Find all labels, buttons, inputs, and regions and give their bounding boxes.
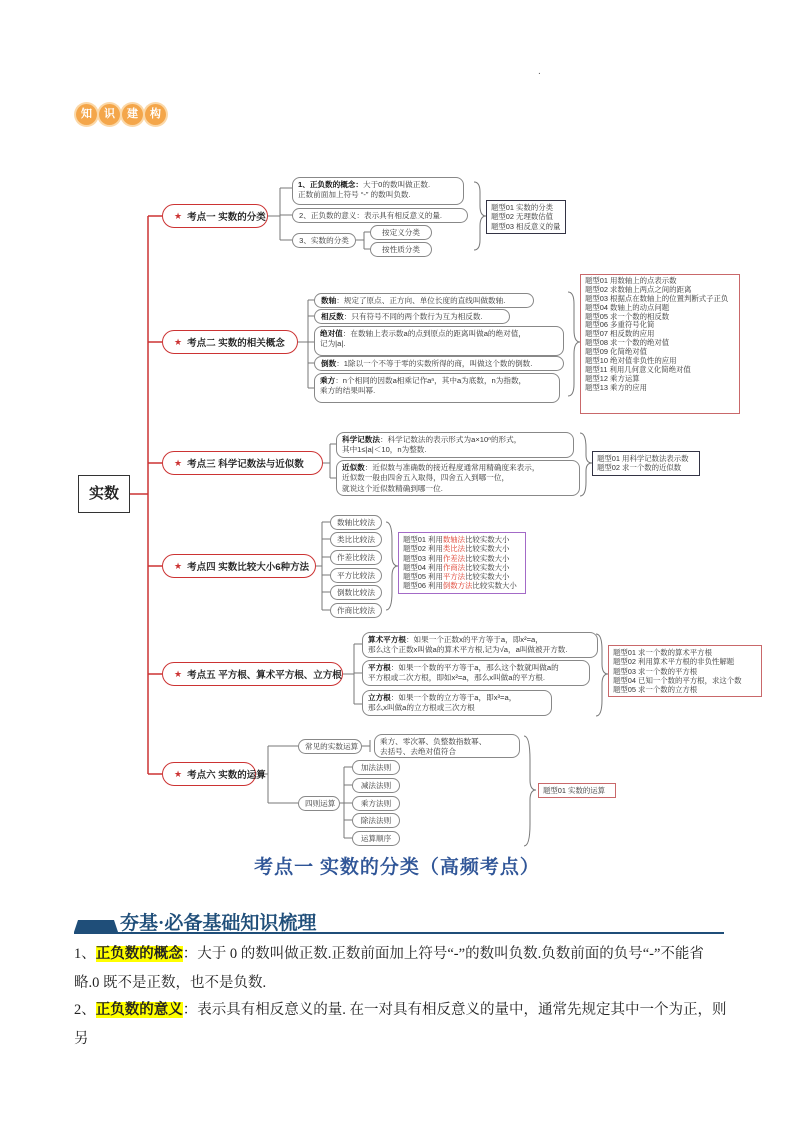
t5-arithmetic-root: [362, 632, 598, 658]
t5-t: ：如果一个数的平方等于a，那么这个数就叫做a的: [390, 663, 559, 672]
t5-square-root: [362, 660, 590, 686]
question-type: 题型01 利用数轴法比较实数大小: [403, 535, 510, 544]
question-type: 题型05 求一个数的相反数: [585, 311, 670, 321]
question-type: 题型08 求一个数的绝对值: [585, 338, 670, 348]
t2-t: ：只有符号不同的两个数行为互为相反数.: [343, 312, 483, 321]
topic-node-1[interactable]: [162, 204, 268, 228]
topic-node-5[interactable]: [162, 662, 343, 686]
t6-common-t2: 去括号、去绝对值符合: [380, 747, 456, 757]
topic-node-3[interactable]: [162, 451, 323, 475]
question-type: 题型04 已知一个数的平方根，求这个数: [613, 675, 742, 685]
question-type: 题型02 求一个数的近似数: [597, 463, 682, 473]
p2-text: ：表示具有相反意义的量. 在一对具有相反意义的量中，通常先规定其中一个为正，则另: [74, 1002, 727, 1047]
t6-common-t: 乘方、零次幂、负整数指数幂、: [380, 737, 487, 746]
question-type: 题型01 求一个数的算术平方根: [613, 648, 712, 657]
t3-scientific-notation: [336, 432, 574, 458]
question-type: 题型13 乘方的应用: [585, 382, 648, 392]
t2-opposite: [314, 309, 510, 324]
t5-k: 平方根: [368, 663, 391, 672]
t1-classify-box: 3、实数的分类: [292, 233, 356, 248]
question-type: 题型01 实数的分类: [491, 203, 554, 212]
topic-node-4[interactable]: [162, 554, 316, 578]
question-type: 题型06 多重符号化简: [585, 320, 655, 330]
section-bar-title: 夯基·必备基础知识梳理: [120, 913, 317, 934]
t2-power: [314, 373, 560, 403]
t5-k: 算术平方根: [368, 635, 406, 644]
t4-method: 作差比较法: [330, 550, 382, 565]
p1-text2: 略.0 既不是正数，也不是负数.: [74, 975, 267, 991]
topic-node-6[interactable]: [162, 762, 266, 786]
paragraph-2: [74, 996, 734, 1054]
question-type: 题型05 利用平方法比较实数大小: [403, 572, 510, 581]
t2-k: 相反数: [321, 312, 344, 321]
t5-t2: 那么这个正数x叫做a的算术平方根,记为√a，a叫做被开方数.: [368, 645, 568, 655]
t2-k: 倒数: [321, 359, 337, 368]
p1-key: 正负数的概念: [95, 946, 183, 962]
t4-method: 类比比较法: [330, 532, 382, 547]
question-type: 题型03 求一个数的平方根: [613, 666, 698, 676]
question-type: 题型02 利用类比法比较实数大小: [403, 544, 510, 554]
t3-question-types: [592, 451, 700, 476]
question-type: 题型05 求一个数的立方根: [613, 685, 698, 694]
question-type: 题型04 利用作商法比较实数大小: [403, 562, 510, 572]
badge-char: 知: [76, 104, 97, 125]
section-heading: 考点一 实数的分类（高频考点）: [254, 857, 540, 878]
t1-meaning-box: 2、正负数的意义：表示具有相反意义的量.: [292, 208, 468, 223]
question-type: 题型01 实数的运算: [543, 786, 606, 795]
t3-t2: 近似数一般由四舍五入取得，四舍五入到哪一位，: [342, 473, 510, 483]
topic-label: ★ 考点三 科学记数法与近似数: [187, 459, 304, 470]
t4-question-types: [398, 532, 526, 594]
t1-b1-text: 大于0的数叫做正数.: [362, 180, 431, 189]
question-type: 题型06 利用倒数方法比较实数大小: [403, 581, 517, 591]
t2-t: ：规定了原点、正方向、单位长度的直线叫做数轴.: [336, 296, 506, 305]
t3-approximate: [336, 460, 580, 496]
t5-t2: 平方根或二次方根，即如x²=a，那么x叫做a的平方根.: [368, 673, 545, 683]
section-bar: [74, 906, 724, 936]
question-type: 题型01 用数轴上的点表示数: [585, 276, 677, 285]
question-type: 题型03 根据点在数轴上的位置判断式子正负: [585, 293, 729, 303]
paragraph-1: [74, 940, 734, 998]
t5-question-types: [608, 645, 762, 697]
t3-t: ：科学记数法的表示形式为a×10ⁿ的形式，: [379, 435, 522, 444]
t2-k: 数轴: [321, 296, 337, 305]
badge-char: 识: [99, 104, 120, 125]
p2-key: 正负数的意义: [95, 1002, 183, 1018]
question-type: 题型07 相反数的应用: [585, 329, 655, 339]
t2-t: ：在数轴上表示数a的点到原点的距离叫做a的绝对值，: [342, 329, 526, 338]
mindmap-root: 实数: [78, 475, 130, 513]
t2-t2: 记为|a|.: [320, 339, 346, 349]
topic-node-2[interactable]: [162, 330, 298, 354]
t2-t2: 乘方的结果叫幂.: [320, 386, 376, 396]
t6-question-types: [538, 783, 616, 798]
p1-text: ：大于 0 的数叫做正数.正数前面加上符号“-”的数叫负数.负数前面的负号“-”不能省: [182, 946, 704, 962]
p1-num: 1、: [74, 946, 96, 962]
p2-num: 2、: [74, 1002, 96, 1018]
t1-b1-title: 1、正负数的概念：: [298, 180, 363, 189]
question-type: 题型01 用科学记数法表示数: [597, 454, 689, 463]
t1-concept-box: [292, 177, 464, 205]
t6-rule: 减法法则: [352, 778, 400, 793]
question-type: 题型04 数轴上的动点问题: [585, 302, 670, 312]
question-type: 题型12 乘方运算: [585, 373, 640, 383]
t6-rule: 除法法则: [352, 813, 400, 828]
t2-absolute-value: [314, 326, 564, 356]
t2-t: ：n个相同的因数a相乘记作aⁿ，其中a为底数，n为指数，: [335, 376, 527, 385]
topic-label: ★ 考点五 平方根、算术平方根、立方根: [187, 670, 342, 681]
t4-method: 倒数比较法: [330, 585, 382, 600]
t6-common-operations: 常见的实数运算: [298, 739, 362, 754]
t2-t: ：1除以一个不等于零的实数所得的商，叫做这个数的倒数.: [336, 359, 533, 368]
topic-label: ★ 考点六 实数的运算: [187, 770, 266, 781]
t2-k: 绝对值: [320, 329, 343, 338]
topic-label: ★ 考点四 实数比较大小6种方法: [187, 562, 310, 573]
t2-question-types: [580, 274, 740, 414]
t3-t: ：近似数与准确数的接近程度通常用精确度来表示，: [364, 463, 540, 472]
topic-label: ★ 考点二 实数的相关概念: [187, 338, 285, 349]
t6-four-operations: 四则运算: [298, 796, 340, 811]
t4-method: 作商比较法: [330, 603, 382, 618]
topic-label: ★ 考点一 实数的分类: [187, 212, 266, 223]
t3-k: 科学记数法: [342, 435, 380, 444]
t2-number-line: [314, 293, 534, 308]
t2-k: 乘方: [320, 376, 336, 385]
t1-sub-by-property: 按性质分类: [370, 242, 432, 257]
t5-t: ：如果一个正数x的平方等于a，即x²=a，: [405, 635, 543, 644]
t5-k: 立方根: [368, 693, 391, 702]
t1-b1-text2: 正数前面加上符号 “-” 的数叫负数.: [298, 190, 411, 200]
question-type: 题型11 利用几何意义化简绝对值: [585, 364, 691, 374]
t5-t: ：如果一个数的立方等于a，即x³=a，: [390, 693, 517, 702]
page-dot: .: [538, 66, 541, 77]
t6-rule: 乘方法则: [352, 796, 400, 811]
t2-reciprocal: [314, 356, 564, 371]
t5-t2: 那么x叫做a的立方根或三次方根: [368, 703, 475, 713]
t6-rule: 运算顺序: [352, 831, 400, 846]
question-type: 题型03 相反意义的量: [491, 221, 561, 231]
question-type: 题型09 化简绝对值: [585, 347, 648, 356]
t1-question-types: [486, 200, 566, 234]
question-type: 题型02 利用算术平方根的非负性解题: [613, 657, 735, 667]
t4-method: 平方比较法: [330, 568, 382, 583]
badge-char: 构: [145, 104, 166, 125]
t5-cube-root: [362, 690, 552, 716]
question-type: 题型03 利用作差法比较实数大小: [403, 553, 510, 563]
question-type: 题型02 求数轴上两点之间的距离: [585, 284, 692, 294]
question-type: 题型02 无理数估值: [491, 212, 554, 222]
t3-t2: 其中1≤|a|＜10，n为整数.: [342, 445, 427, 455]
question-type: 题型10 绝对值非负性的应用: [585, 355, 677, 365]
t3-t3: 就说这个近似数精确到哪一位.: [342, 483, 443, 493]
t6-rule: 加法法则: [352, 760, 400, 775]
t1-sub-by-definition: 按定义分类: [370, 225, 432, 240]
t4-method: 数轴比较法: [330, 515, 382, 530]
badge-char: 建: [122, 104, 143, 125]
t3-k: 近似数: [342, 463, 365, 472]
t6-common-list: [374, 734, 520, 758]
